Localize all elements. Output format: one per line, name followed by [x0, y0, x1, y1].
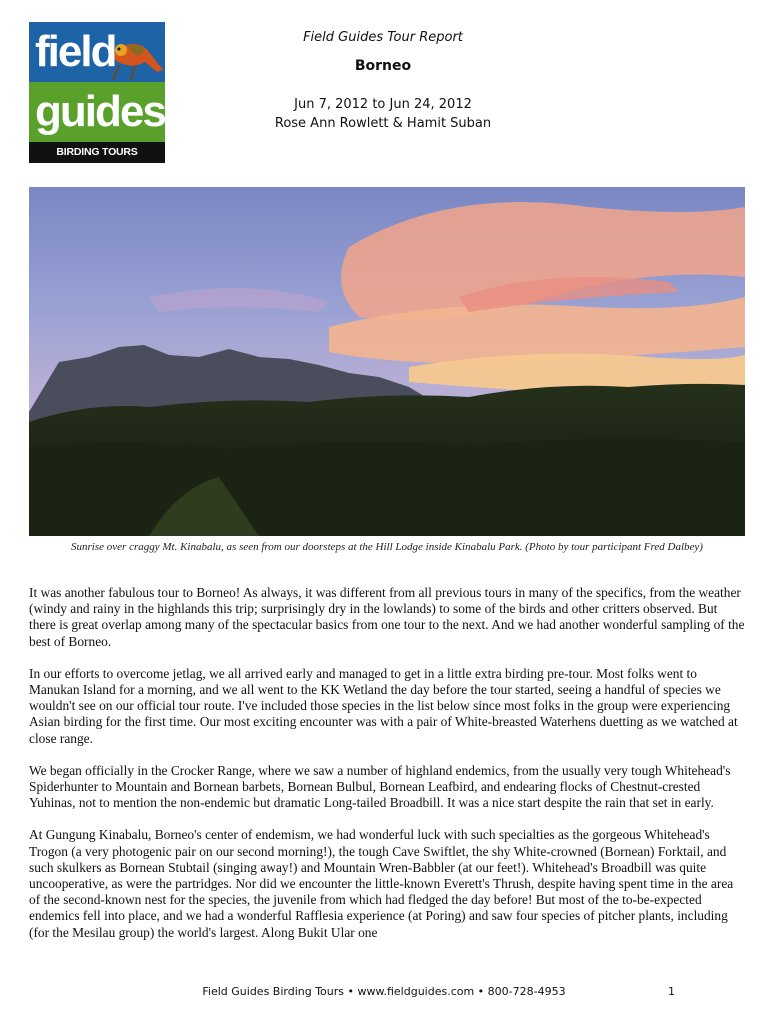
paragraph: It was another fabulous tour to Borneo! As always, it was different from all previous tours in many of the specifics, from the weather (windy and rainy in the highlands this trip; surprisingly dry in the lowlands) to some of the birds and other critters observed. But there is great overlap among many of the spectacular basics from one tour to the next. And we had another wonderful sampling of the best of Borneo.: [29, 585, 745, 649]
field-guides-logo: [29, 22, 165, 175]
logo-tagline: BIRDING TOURS WORLDWIDE: [56, 146, 138, 175]
report-body: [29, 585, 745, 957]
photo-caption: Sunrise over craggy Mt. Kinabalu, as seen from our doorsteps at the Hill Lodge inside Kinabalu Park. (Photo by tour participant Fred Dalbey): [71, 541, 703, 553]
page-footer: Field Guides Birding Tours • www.fieldguides.com • 800-728-4953: [202, 985, 566, 998]
bird-icon: [109, 26, 165, 82]
paragraph: In our efforts to overcome jetlag, we all arrived early and managed to get in a little extra birding pre-tour. Most folks went to Manukan Island for a morning, and we all went to the KK Wetland the day before the tour started, seeing a handful of species we wouldn't see on our official tour route. I've included those species in the list below since most folks in the group were experiencing Asian birding for the first time. Our most exciting encounter was with a pair of White-breasted Waterhens duetting as we watched at close range.: [29, 665, 738, 746]
paragraph: We began officially in the Crocker Range, where we saw a number of highland endemics, from the usually very tough Whitehead's Spiderhunter to Mountain and Bornean barbets, Bornean Bulbul, Bornean Leafbird, and endearing flocks of Chestnut-crested Yuhinas, not to mention the non-endemic but dramatic Long-tailed Broadbill. It was a nice start despite the rain that set in early.: [29, 762, 731, 811]
logo-word-field: field: [35, 27, 116, 76]
tour-dates: Jun 7, 2012 to Jun 24, 2012: [294, 97, 472, 112]
paragraph: At Gungung Kinabalu, Borneo's center of endemism, we had wonderful luck with such specialties as the gorgeous Whitehead's Trogon (a very photogenic pair on our second morning!), the tough Cave Swiftlet, the shy White-crowned (Bornean) Forktail, and such skulkers as Bornean Stubtail (singing away!) and Mountain Wren-Babbler (at our feet!). Whitehead's Broadbill was quite uncooperative, as were the partridges. Nor did we encounter the little-known Everett's Thrush, despite having spent time in the area of the second-known nest for the species, the juvenile from which had fledged the day before! But most of the to-be-expected endemics fell into place, and we had a wonderful Rafflesia experience (at Poring) and saw four species of pitcher plants, including (for the Mesilau group) the world's largest. Along Bukit Ular one: [29, 827, 734, 940]
logo-word-guides: guides: [35, 87, 165, 136]
page-title: Borneo: [354, 58, 412, 74]
page-number: 1: [668, 985, 675, 998]
report-label: Field Guides Tour Report: [303, 30, 463, 45]
tour-leaders: Rose Ann Rowlett & Hamit Suban: [274, 116, 492, 131]
kinabalu-sunrise-photo: [29, 187, 745, 536]
